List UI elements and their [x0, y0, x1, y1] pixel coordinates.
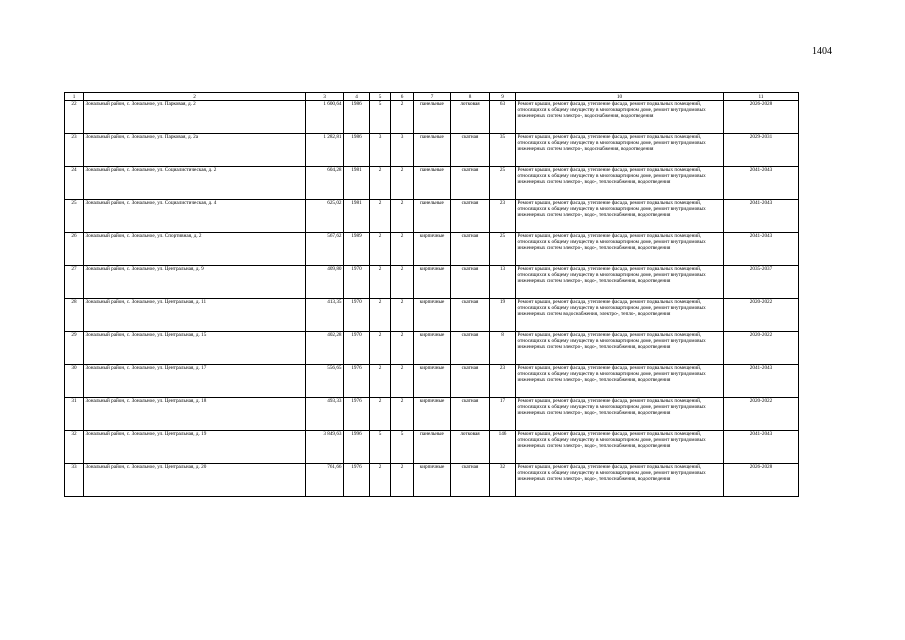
floors-count: 2: [370, 166, 391, 199]
works-list: Ремонт крыши, ремонт фасада, утепление фасада, ремонт подвальных помещений, относящихся к общему имуществу в многоквартирном доме, ремонт внутридомовых инженерных систем электро-, водо-, теплоснабжения, водоотведения: [516, 166, 724, 199]
floors-count: 3: [370, 133, 391, 166]
area: 1 600,64: [306, 100, 344, 133]
entrances-count: 2: [391, 265, 414, 298]
roof-type: скатная: [451, 397, 490, 430]
address: Зональный район, с. Зональное, ул. Центральная, д. 9: [84, 265, 306, 298]
area: 493,33: [306, 397, 344, 430]
roof-type: скатная: [451, 133, 490, 166]
table-row: [65, 463, 799, 496]
year-built: 1976: [344, 364, 370, 397]
year-built: 1986: [344, 100, 370, 133]
wall-material: кирпичные: [414, 364, 451, 397]
residents-count: 35: [490, 133, 516, 166]
year-built: 1996: [344, 430, 370, 463]
entrances-count: 2: [391, 166, 414, 199]
year-built: 1989: [344, 232, 370, 265]
roof-type: скатная: [451, 166, 490, 199]
row-number: 29: [65, 331, 84, 364]
roof-type: лотковая: [451, 100, 490, 133]
entrances-count: 5: [391, 430, 414, 463]
row-number: 32: [65, 430, 84, 463]
row-number: 31: [65, 397, 84, 430]
area: 1 282,81: [306, 133, 344, 166]
address: Зональный район, с. Зональное, ул. Спортивная, д. 2: [84, 232, 306, 265]
planned-period: 2020-2022: [724, 298, 799, 331]
row-number: 23: [65, 133, 84, 166]
address: Зональный район, с. Зональное, ул. Центральная, д. 18: [84, 397, 306, 430]
table-row: [65, 331, 799, 364]
entrances-count: 2: [391, 331, 414, 364]
row-number: 33: [65, 463, 84, 496]
address: Зональный район, с. Зональное, ул. Парковая, д. 2: [84, 100, 306, 133]
planned-period: 2020-2022: [724, 397, 799, 430]
housing-register-table: [64, 92, 799, 497]
entrances-count: 2: [391, 232, 414, 265]
table-row: [65, 133, 799, 166]
roof-type: лотковая: [451, 430, 490, 463]
year-built: 1981: [344, 166, 370, 199]
wall-material: панельные: [414, 166, 451, 199]
entrances-count: 2: [391, 397, 414, 430]
works-list: Ремонт крыши, ремонт фасада, утепление фасада, ремонт подвальных помещений, относящихся к общему имуществу в многоквартирном доме, ремонт внутридомовых инженерных систем электро-, водоснабжения, водоотведения: [516, 133, 724, 166]
address: Зональный район, с. Зональное, ул. Социалистическая, д. 4: [84, 199, 306, 232]
address: Зональный район, с. Зональное, ул. Центральная, д. 11: [84, 298, 306, 331]
wall-material: кирпичные: [414, 331, 451, 364]
planned-period: 2041-2043: [724, 364, 799, 397]
area: 409,80: [306, 265, 344, 298]
row-number: 28: [65, 298, 84, 331]
table-row: [65, 364, 799, 397]
wall-material: кирпичные: [414, 265, 451, 298]
works-list: Ремонт крыши, ремонт фасада, утепление фасада, ремонт подвальных помещений, относящихся к общему имуществу в многоквартирном доме, ремонт внутридомовых инженерных систем электро-, водо-, теплоснабжения, водоотведения: [516, 430, 724, 463]
area: 604,28: [306, 166, 344, 199]
works-list: Ремонт крыши, ремонт фасада, утепление фасада, ремонт подвальных помещений, относящихся к общему имуществу в многоквартирном доме, ремонт внутридомовых инженерных систем электро-, водо-, теплоснабжения, водоотведения: [516, 463, 724, 496]
table-row: [65, 166, 799, 199]
residents-count: 23: [490, 199, 516, 232]
residents-count: 32: [490, 463, 516, 496]
column-number-3: 3: [306, 93, 344, 101]
roof-type: скатная: [451, 199, 490, 232]
planned-period: 2035-2037: [724, 265, 799, 298]
year-built: 1976: [344, 397, 370, 430]
area: 556,65: [306, 364, 344, 397]
planned-period: 2041-2043: [724, 199, 799, 232]
column-number-8: 8: [451, 93, 490, 101]
residents-count: 146: [490, 430, 516, 463]
table-row: [65, 298, 799, 331]
row-number: 27: [65, 265, 84, 298]
planned-period: 2041-2043: [724, 166, 799, 199]
residents-count: 13: [490, 265, 516, 298]
wall-material: кирпичные: [414, 232, 451, 265]
table-row: [65, 100, 799, 133]
row-number: 22: [65, 100, 84, 133]
floors-count: 2: [370, 397, 391, 430]
table-body: [65, 93, 799, 497]
works-list: Ремонт крыши, ремонт фасада, утепление фасада, ремонт подвальных помещений, относящихся к общему имуществу в многоквартирном доме, ремонт внутридомовых инженерных систем электро-, водо-, теплоснабжения, водоотведения: [516, 265, 724, 298]
works-list: Ремонт крыши, ремонт фасада, утепление фасада, ремонт подвальных помещений, относящихся к общему имуществу в многоквартирном доме, ремонт внутридомовых инженерных систем электро-, водо-, теплоснабжения, водоотведения: [516, 331, 724, 364]
roof-type: скатная: [451, 463, 490, 496]
planned-period: 2041-2043: [724, 232, 799, 265]
works-list: Ремонт крыши, ремонт фасада, утепление фасада, ремонт подвальных помещений, относящихся к общему имуществу в многоквартирном доме, ремонт внутридомовых инженерных систем электро-, водо-, теплоснабжения, водоотведения: [516, 232, 724, 265]
works-list: Ремонт крыши, ремонт фасада, утепление фасада, ремонт подвальных помещений, относящихся к общему имуществу в многоквартирном доме, ремонт внутридомовых инженерных систем электро-, водоснабжения, водоотведения: [516, 100, 724, 133]
roof-type: скатная: [451, 364, 490, 397]
planned-period: 2029-2031: [724, 133, 799, 166]
column-number-7: 7: [414, 93, 451, 101]
year-built: 1970: [344, 265, 370, 298]
table-row: [65, 397, 799, 430]
entrances-count: 3: [391, 133, 414, 166]
year-built: 1970: [344, 298, 370, 331]
residents-count: 25: [490, 232, 516, 265]
roof-type: скатная: [451, 265, 490, 298]
works-list: Ремонт крыши, ремонт фасада, утепление фасада, ремонт подвальных помещений, относящихся к общему имуществу в многоквартирном доме, ремонт внутридомовых инженерных систем электро-, водо-, теплоснабжения, водоотведения: [516, 199, 724, 232]
roof-type: скатная: [451, 298, 490, 331]
entrances-count: 2: [391, 100, 414, 133]
column-number-11: 11: [724, 93, 799, 101]
area: 761,66: [306, 463, 344, 496]
residents-count: 8: [490, 331, 516, 364]
address: Зональный район, с. Зональное, ул. Парковая, д. 2а: [84, 133, 306, 166]
column-number-2: 2: [84, 93, 306, 101]
planned-period: 2020-2022: [724, 331, 799, 364]
floors-count: 2: [370, 265, 391, 298]
table-row: [65, 232, 799, 265]
row-number: 26: [65, 232, 84, 265]
planned-period: 2026-2028: [724, 463, 799, 496]
entrances-count: 2: [391, 199, 414, 232]
residents-count: 23: [490, 364, 516, 397]
area: 402,28: [306, 331, 344, 364]
floors-count: 2: [370, 298, 391, 331]
year-built: 1986: [344, 133, 370, 166]
wall-material: панельные: [414, 199, 451, 232]
column-number-10: 10: [516, 93, 724, 101]
entrances-count: 2: [391, 298, 414, 331]
column-number-4: 4: [344, 93, 370, 101]
works-list: Ремонт крыши, ремонт фасада, утепление фасада, ремонт подвальных помещений, относящихся к общему имуществу в многоквартирном доме, ремонт внутридомовых инженерных систем электро-, водо-, теплоснабжения, водоотведения: [516, 397, 724, 430]
works-list: Ремонт крыши, ремонт фасада, утепление фасада, ремонт подвальных помещений, относящихся к общему имуществу в многоквартирном доме, ремонт внутридомовых инженерных систем водоснабжения, электро-, тепло-, водоотведения: [516, 298, 724, 331]
floors-count: 2: [370, 463, 391, 496]
row-number: 24: [65, 166, 84, 199]
area: 413,35: [306, 298, 344, 331]
planned-period: 2026-2028: [724, 100, 799, 133]
table-row: [65, 199, 799, 232]
area: 567,62: [306, 232, 344, 265]
floors-count: 2: [370, 232, 391, 265]
column-number-9: 9: [490, 93, 516, 101]
wall-material: кирпичные: [414, 397, 451, 430]
column-number-1: 1: [65, 93, 84, 101]
column-number-row: [65, 93, 799, 101]
area: 625,02: [306, 199, 344, 232]
floors-count: 2: [370, 199, 391, 232]
area: 3 849,63: [306, 430, 344, 463]
wall-material: кирпичные: [414, 463, 451, 496]
residents-count: 25: [490, 166, 516, 199]
year-built: 1976: [344, 463, 370, 496]
row-number: 30: [65, 364, 84, 397]
year-built: 1981: [344, 199, 370, 232]
residents-count: 17: [490, 397, 516, 430]
wall-material: кирпичные: [414, 298, 451, 331]
address: Зональный район, с. Зональное, ул. Социалистическая, д. 2: [84, 166, 306, 199]
floors-count: 5: [370, 100, 391, 133]
address: Зональный район, с. Зональное, ул. Центральная, д. 17: [84, 364, 306, 397]
wall-material: панельные: [414, 133, 451, 166]
row-number: 25: [65, 199, 84, 232]
floors-count: 2: [370, 331, 391, 364]
residents-count: 63: [490, 100, 516, 133]
column-number-6: 6: [391, 93, 414, 101]
page-number: 1404: [812, 46, 832, 57]
address: Зональный район, с. Зональное, ул. Центральная, д. 15: [84, 331, 306, 364]
address: Зональный район, с. Зональное, ул. Центральная, д. 19: [84, 430, 306, 463]
roof-type: скатная: [451, 232, 490, 265]
roof-type: скатная: [451, 331, 490, 364]
wall-material: панельные: [414, 430, 451, 463]
column-number-5: 5: [370, 93, 391, 101]
wall-material: панельные: [414, 100, 451, 133]
year-built: 1970: [344, 331, 370, 364]
table-row: [65, 265, 799, 298]
planned-period: 2041-2043: [724, 430, 799, 463]
entrances-count: 2: [391, 463, 414, 496]
address: Зональный район, с. Зональное, ул. Центральная, д. 20: [84, 463, 306, 496]
table-row: [65, 430, 799, 463]
entrances-count: 2: [391, 364, 414, 397]
floors-count: 5: [370, 430, 391, 463]
works-list: Ремонт крыши, ремонт фасада, утепление фасада, ремонт подвальных помещений, относящихся к общему имуществу в многоквартирном доме, ремонт внутридомовых инженерных систем электро-, водо-, теплоснабжения, водоотведения: [516, 364, 724, 397]
floors-count: 2: [370, 364, 391, 397]
residents-count: 19: [490, 298, 516, 331]
